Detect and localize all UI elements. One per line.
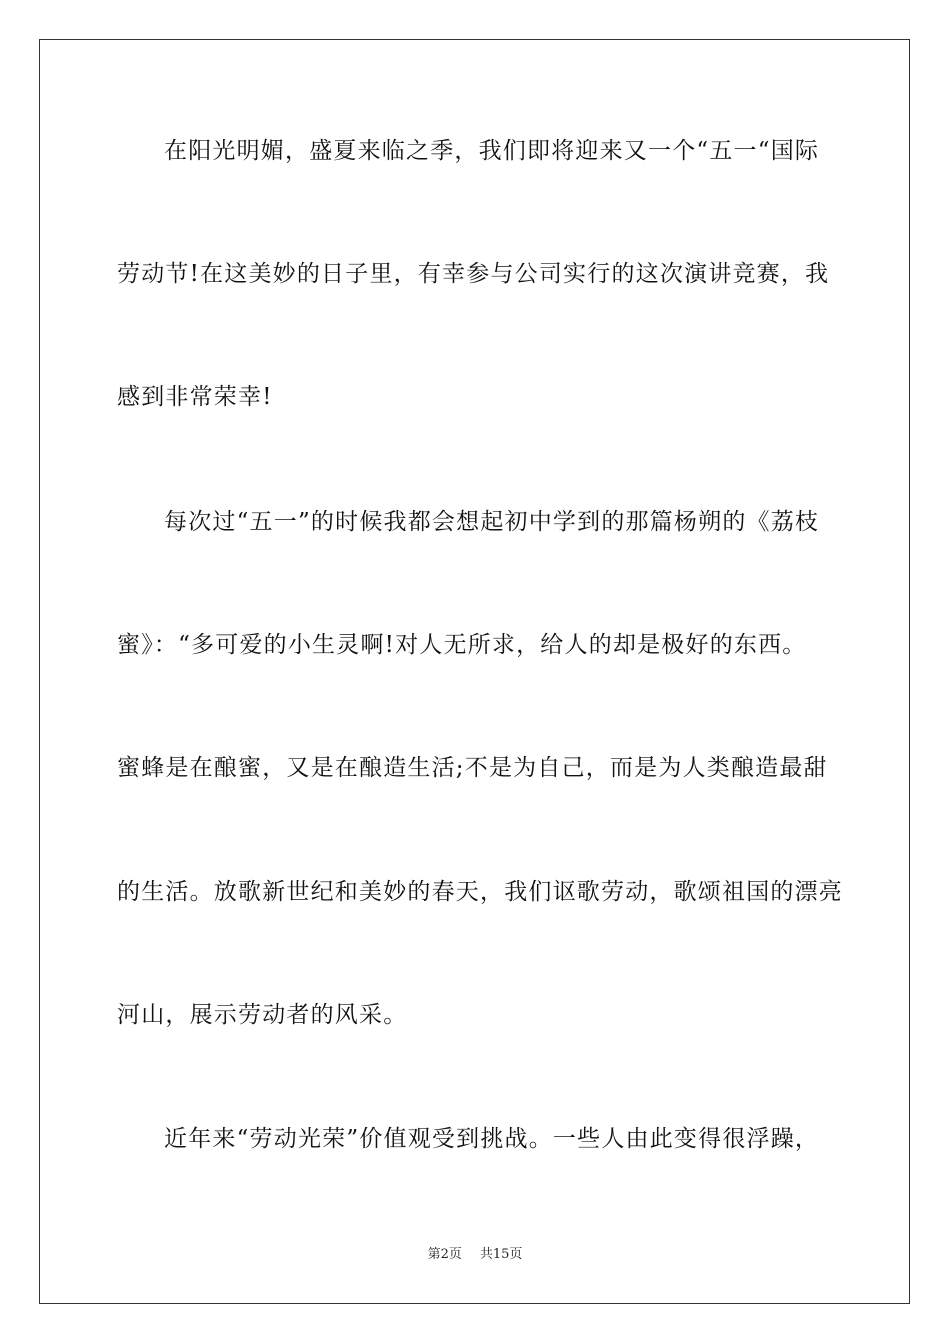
paragraph-2-line-4: 的生活。放歌新世纪和美妙的春天，我们讴歌劳动，歌颂祖国的漂亮 [117,879,843,905]
page-frame [39,39,910,1304]
paragraph-2-line-5: 河山，展示劳动者的风采。 [117,1002,408,1028]
paragraph-2-line-2: 蜜》：“多可爱的小生灵啊!对人无所求，给人的却是极好的东西。 [117,632,807,658]
page-number: 第2页 [427,1247,462,1262]
page-footer [0,1246,950,1264]
paragraph-1-line-2: 劳动节!在这美妙的日子里，有幸参与公司实行的这次演讲竞赛，我 [117,261,830,287]
paragraph-1-line-3: 感到非常荣幸! [117,384,273,410]
paragraph-2-line-1: 每次过“五一”的时候我都会想起初中学到的那篇杨朔的《荔枝 [164,509,820,535]
paragraph-2-line-3: 蜜蜂是在酿蜜，又是在酿造生活;不是为自己，而是为人类酿造最甜 [117,755,828,781]
paragraph-1-line-1: 在阳光明媚，盛夏来临之季，我们即将迎来又一个“五一“国际 [164,138,820,164]
paragraph-3-line-1: 近年来“劳动光荣”价值观受到挑战。一些人由此变得很浮躁， [164,1126,820,1152]
page-total: 共15页 [479,1247,523,1262]
